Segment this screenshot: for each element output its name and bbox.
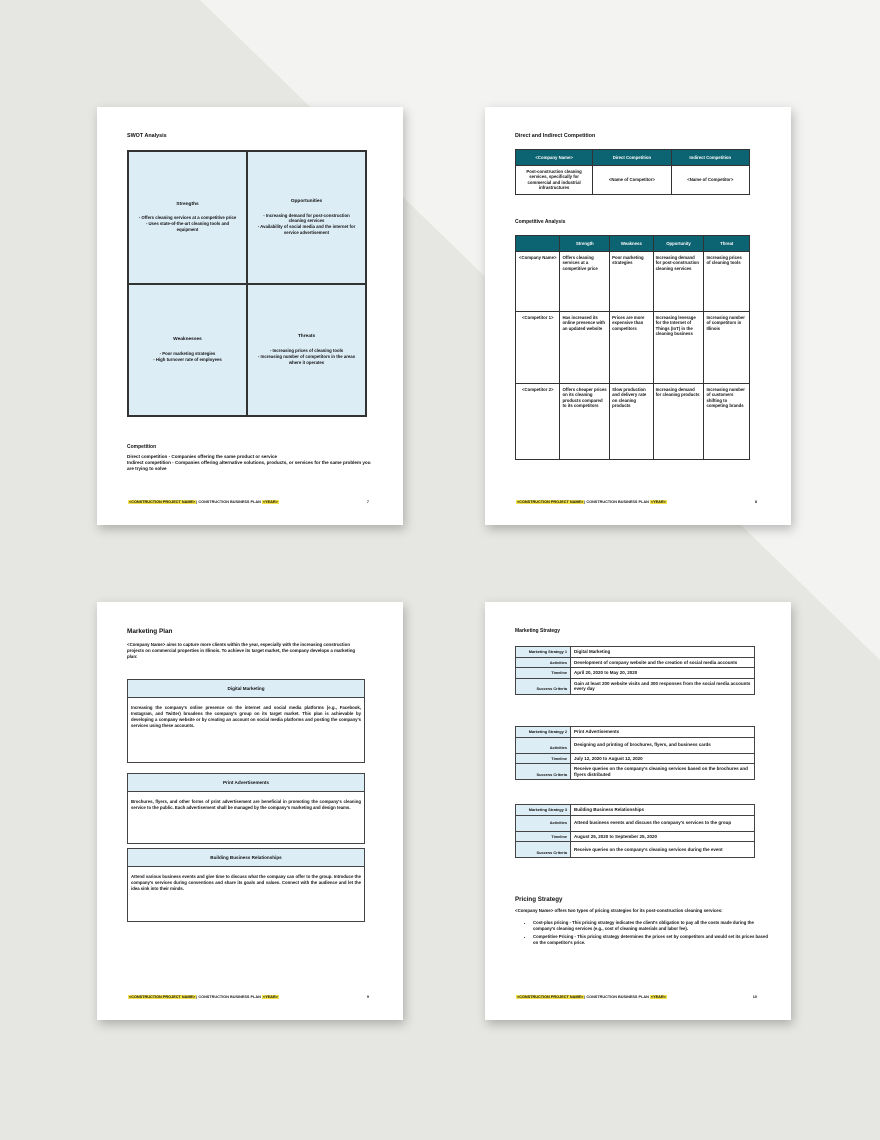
page-title: SWOT Analysis — [127, 133, 167, 139]
strategy-table-3 — [515, 804, 755, 858]
footer-project-name: <CONSTRUCTION PROJECT NAME> — [129, 995, 196, 999]
table-row — [516, 312, 750, 384]
swot-threats-text: - Increasing prices of cleaning tools - Increasing number of competitors in the areas where it operates — [257, 347, 356, 365]
swot-strengths — [128, 151, 247, 284]
table-row — [516, 831, 755, 842]
footer-label — [128, 500, 279, 504]
list-item: • Competitive Pricing - This pricing strategy determines the prices set by competitors and would set its prices based on the competitor's price. — [533, 934, 769, 946]
list-item: • Cost-plus pricing - This pricing strategy indicates the client's obligation to pay all the costs made during the company's cleaning services (e.g., cost of cleaning materials and labor fee). — [533, 920, 769, 932]
footer-year: <YEAR> — [650, 995, 666, 999]
strategy-activities: Attend business events and discuss the company's services to the group — [571, 815, 755, 831]
table-cell: Poor marketing strategies — [610, 252, 653, 312]
table-header-cell: Weakness — [610, 236, 653, 252]
strategy-label: Marketing Strategy 2 — [516, 727, 571, 738]
table-row — [516, 764, 755, 780]
table-cell: Has increased its online presence with an updated website — [560, 312, 610, 384]
competitive-analysis-heading: Competitive Analysis — [515, 219, 566, 225]
table-row — [516, 657, 755, 668]
table-header-cell — [516, 236, 560, 252]
table-cell: Offers cheaper prices on its cleaning products compared to its competitors — [560, 384, 610, 460]
table-cell: Increasing number of competitors in Illinois — [704, 312, 750, 384]
marketing-box-heading: Print Advertisements — [128, 774, 364, 792]
table-cell: Offers cleaning services at a competitive price — [560, 252, 610, 312]
table-row — [516, 727, 755, 738]
table-header-cell: Indirect Competition — [671, 150, 749, 166]
table-header-row — [516, 236, 750, 252]
table-header-cell: Strength — [560, 236, 610, 252]
strategy-activities: Designing and printing of brochures, flyers, and business cards — [571, 737, 755, 753]
row-label: Timeline — [516, 668, 571, 679]
table-header-cell: Threat — [704, 236, 750, 252]
footer-year: <YEAR> — [650, 500, 666, 504]
swot-opportunities — [247, 151, 366, 284]
page-7 — [97, 107, 403, 525]
page-footer — [128, 500, 369, 504]
table-cell: Increasing prices of cleaning tools — [704, 252, 750, 312]
direct-competition-text: Direct competition - Companies offering the same product or service — [127, 454, 278, 459]
table-cell: Slow production and delivery rate on cleaning products — [610, 384, 653, 460]
strategy-activities: Development of company website and the creation of social media accounts — [571, 657, 755, 668]
table-header-cell: Opportunity — [653, 236, 704, 252]
strategy-name: Print Advertisements — [571, 727, 755, 738]
footer-project-name: <CONSTRUCTION PROJECT NAME> — [129, 500, 196, 504]
row-label: Activities — [516, 815, 571, 831]
table-row — [516, 737, 755, 753]
indirect-competition-text: Indirect competition - Companies offering alternative solutions, products, or services for the same problem you are trying to solve — [127, 460, 371, 472]
table-row — [516, 647, 755, 658]
strategy-table-2 — [515, 726, 755, 780]
footer-project-name: <CONSTRUCTION PROJECT NAME> — [517, 500, 584, 504]
footer-plan: | CONSTRUCTION BUSINESS PLAN — [196, 500, 262, 504]
table-header-cell: Direct Competition — [593, 150, 671, 166]
swot-weaknesses — [128, 284, 247, 417]
marketing-box-body: Brochures, flyers, and other forms of print advertisement are beneficial in promoting the company's cleaning service to the public. Each advertisement shall be managed by the company's marketing and design teams. — [131, 799, 361, 810]
table-row — [516, 668, 755, 679]
page-number: 9 — [366, 995, 369, 999]
page-title: Marketing Strategy — [515, 628, 561, 634]
strategy-timeline: August 25, 2020 to September 25, 2020 — [571, 831, 755, 842]
footer-plan: | CONSTRUCTION BUSINESS PLAN — [584, 995, 650, 999]
table-row — [516, 678, 755, 694]
page-title: Direct and Indirect Competition — [515, 133, 596, 139]
page-10 — [485, 602, 791, 1020]
table-header-cell: <Company Name> — [516, 150, 593, 166]
table-cell: Prices are more expensive than competitors — [610, 312, 653, 384]
row-label: Activities — [516, 737, 571, 753]
strategy-success: Gain at least 200 website visits and 300 responses from the social media accounts every day — [571, 678, 755, 694]
strategy-name: Building Business Relationships — [571, 805, 755, 816]
table-cell: Increasing demand for cleaning products — [653, 384, 704, 460]
table-header-row — [516, 150, 750, 166]
strategy-timeline: July 12, 2020 to August 12, 2020 — [571, 753, 755, 764]
footer-year: <YEAR> — [262, 995, 278, 999]
footer-project-name: <CONSTRUCTION PROJECT NAME> — [517, 995, 584, 999]
table-cell: <Competitor 1> — [516, 312, 560, 384]
pricing-list — [515, 920, 769, 946]
marketing-box-body: Attend various business events and give time to discuss what the company can offer to the group. Introduce the company's services during conventions and share its goals and values. Connect with the audience and let the idea sink into their minds. — [131, 874, 361, 891]
strategy-name: Digital Marketing — [571, 647, 755, 658]
footer-label — [128, 995, 279, 999]
row-label: Timeline — [516, 831, 571, 842]
table-cell: Increasing demand for post-construction cleaning services — [653, 252, 704, 312]
swot-opportunities-text: - Increasing demand for post-construction cleaning services - Availability of social media and the internet for service advertisement — [257, 212, 356, 235]
table-row — [516, 805, 755, 816]
table-row — [516, 384, 750, 460]
marketing-box-body: Increasing the company's online presence on the internet and social media platforms (e.g., Facebook, Instagram, and Twitter) broadens the company's group on its target market. This plan is achievable by developing a company website or by creating an account on social media platforms and posting the company's services using these accounts. — [131, 705, 361, 728]
swot-grid — [127, 150, 367, 417]
table-cell: <Name of Competitor> — [671, 166, 749, 195]
pricing-intro: <Company Name> offers two types of pricing strategies for its post-construction cleaning services: — [515, 908, 723, 913]
row-label: Success Criteria — [516, 842, 571, 858]
competition-text — [127, 454, 372, 473]
table-row — [516, 842, 755, 858]
pricing-heading: Pricing Strategy — [515, 896, 563, 903]
page-title: Marketing Plan — [127, 628, 173, 635]
table-cell: Post-construction cleaning services, specifically for commercial and industrial infrastructures — [516, 166, 593, 195]
strategy-success: Receive queries on the company's cleaning services during the event — [571, 842, 755, 858]
direct-indirect-table — [515, 149, 750, 195]
page-number: 7 — [366, 500, 369, 504]
swot-strengths-text: - Offers cleaning services at a competitive price - Uses state-of-the-art cleaning tools and equipment — [138, 215, 237, 233]
swot-weaknesses-heading: Weaknesses — [173, 337, 202, 343]
page-8 — [485, 107, 791, 525]
swot-weaknesses-text: - Poor marketing strategies - High turnover rate of employees — [153, 350, 222, 362]
table-row — [516, 815, 755, 831]
row-label: Success Criteria — [516, 678, 571, 694]
competition-heading: Competition — [127, 444, 157, 450]
page-number: 10 — [752, 995, 757, 999]
table-row — [516, 252, 750, 312]
footer-plan: | CONSTRUCTION BUSINESS PLAN — [196, 995, 262, 999]
swot-threats-heading: Threats — [297, 334, 316, 340]
page-footer — [128, 995, 369, 999]
swot-threats — [247, 284, 366, 417]
strategy-label: Marketing Strategy 1 — [516, 647, 571, 658]
footer-label — [516, 995, 667, 999]
table-row — [516, 166, 750, 195]
table-row — [516, 753, 755, 764]
footer-year: <YEAR> — [262, 500, 278, 504]
strategy-timeline: April 20, 2020 to May 20, 2020 — [571, 668, 755, 679]
marketing-box-print — [127, 773, 365, 844]
page-9 — [97, 602, 403, 1020]
page-footer — [516, 500, 757, 504]
strategy-label: Marketing Strategy 3 — [516, 805, 571, 816]
strategy-success: Receive queries on the company's cleaning services based on the brochures and flyers distributed — [571, 764, 755, 780]
marketing-box-heading: Digital Marketing — [128, 680, 364, 698]
marketing-intro: <Company Name> aims to capture more clients within the year, especially with the increasing construction projects on commercial properties in Illinois. To achieve its target market, the company develops a marketing plan: — [127, 642, 356, 660]
footer-plan: | CONSTRUCTION BUSINESS PLAN — [584, 500, 650, 504]
row-label: Success Criteria — [516, 764, 571, 780]
swot-strengths-heading: Strengths — [176, 201, 199, 207]
marketing-box-heading: Building Business Relationships — [128, 849, 364, 867]
table-cell: Increasing number of customers shifting to competing brands — [704, 384, 750, 460]
table-cell: <Name of Competitor> — [593, 166, 671, 195]
table-cell: <Company Name> — [516, 252, 560, 312]
page-number: 8 — [754, 500, 757, 504]
table-cell: Increasing leverage for the Internet of Things (IoT) in the cleaning business — [653, 312, 704, 384]
table-cell: <Competitor 2> — [516, 384, 560, 460]
page-footer — [516, 995, 757, 999]
row-label: Activities — [516, 657, 571, 668]
marketing-box-digital — [127, 679, 365, 763]
row-label: Timeline — [516, 753, 571, 764]
competitive-analysis-table — [515, 235, 750, 460]
strategy-table-1 — [515, 646, 755, 695]
marketing-box-relationships — [127, 848, 365, 922]
swot-opportunities-heading: Opportunities — [290, 198, 323, 204]
footer-label — [516, 500, 667, 504]
